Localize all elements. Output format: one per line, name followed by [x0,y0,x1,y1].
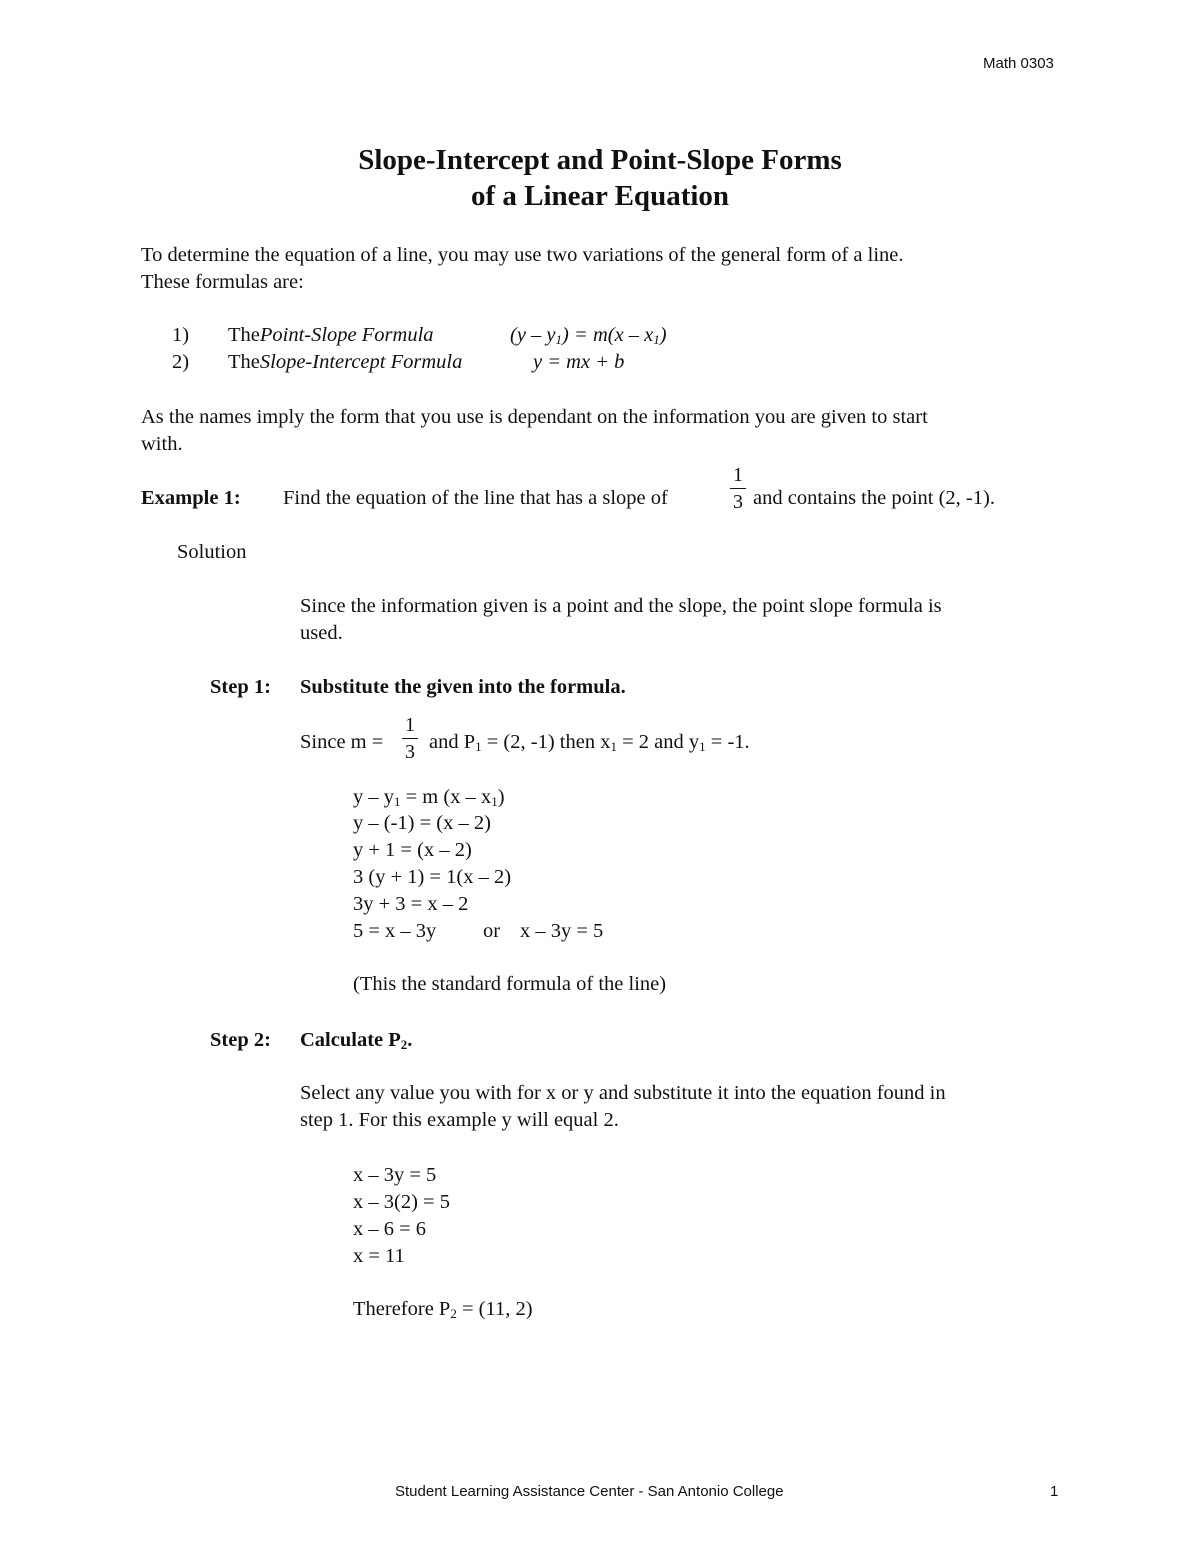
formula-2-name: Slope-Intercept Formula [259,351,463,373]
page-title: Slope-Intercept and Point-Slope Forms [358,144,842,176]
step-1-equation-3: y + 1 = (x – 2) [353,839,472,861]
step-1-equation-2: y – (-1) = (x – 2) [353,812,491,834]
page-subtitle: of a Linear Equation [470,180,730,212]
formula-1-label: ThePoint-Slope Formula [228,324,434,346]
step-2-title: Calculate $P_2$. [300,1029,413,1052]
step-1-title: Substitute the given into the formula. [300,676,626,698]
fraction-bar [402,738,418,739]
example-1-text-a: Find the equation of the line that has a slope of [283,487,668,509]
step-2-label: Step 2: [210,1029,271,1051]
formula-2-number: 2) [172,351,190,373]
course-header: Math 0303 [983,55,1054,72]
example-1-label: Example 1: [141,487,241,509]
formula-2-equation: y = mx + b [533,351,625,373]
step-1-label: Step 1: [210,676,271,698]
step-1-note: (This the standard formula of the line) [353,973,667,995]
step-1-equation-6-or: or [483,920,501,942]
step-2-equation-4: x = 11 [353,1245,405,1267]
footer-center: Student Learning Assistance Center - San Antonio College [395,1483,784,1500]
formula-2-label: TheSlope-Intercept Formula [228,351,463,373]
formula-1-number: 1) [172,324,190,346]
step-1-equation-6b: x – 3y = 5 [520,920,604,942]
step-1-equation-5: 3y + 3 = x – 2 [353,893,469,915]
formula-1-name: Point-Slope Formula [259,324,434,346]
step-2-therefore: Therefore $P_2 = (11$, 2) [353,1298,533,1321]
intro-line-2: These formulas are: [141,271,304,293]
formula-1-equation: $(y - y_1) = m(x - x_1)$ [510,324,667,347]
page-number: 1 [1050,1483,1059,1500]
step-2-equation-3: x – 6 = 6 [353,1218,427,1240]
intro-line-1: To determine the equation of a line, you may use two variations of the general form of a line. [141,244,904,266]
step-1-since-b: and $P_1 = (2$, -1) then $x_1 = 2$ and $y_1 = -1$. [429,731,750,754]
solution-explain-2: used. [300,622,343,644]
example-1-slope-fraction: 1 3 [729,464,747,513]
fraction-bar [730,488,746,489]
solution-explain-1: Since the information given is a point and the slope, the point slope formula is [300,595,942,617]
step-2-equation-1: x – 3y = 5 [353,1164,437,1186]
step-2-text-2: step 1. For this example y will equal 2. [300,1109,619,1131]
example-1-text-b: and contains the point (2, -1). [753,487,995,509]
step-1-equation-1: $y - y_1 = m$ $(x - x_1)$ [353,786,505,809]
step-1-slope-fraction: 1 3 [401,714,419,763]
step-2-text-1: Select any value you with for x or y and substitute it into the equation found in [300,1082,946,1104]
note-line-2: with. [141,433,183,455]
note-line-1: As the names imply the form that you use is dependant on the information you are given to start [141,406,928,428]
step-1-equation-6a: 5 = x – 3y [353,920,437,942]
step-1-since-a: Since m = [300,731,384,753]
solution-label: Solution [177,541,247,563]
step-2-equation-2: x – 3(2) = 5 [353,1191,450,1213]
step-1-equation-4: 3 (y + 1) = 1(x – 2) [353,866,512,888]
